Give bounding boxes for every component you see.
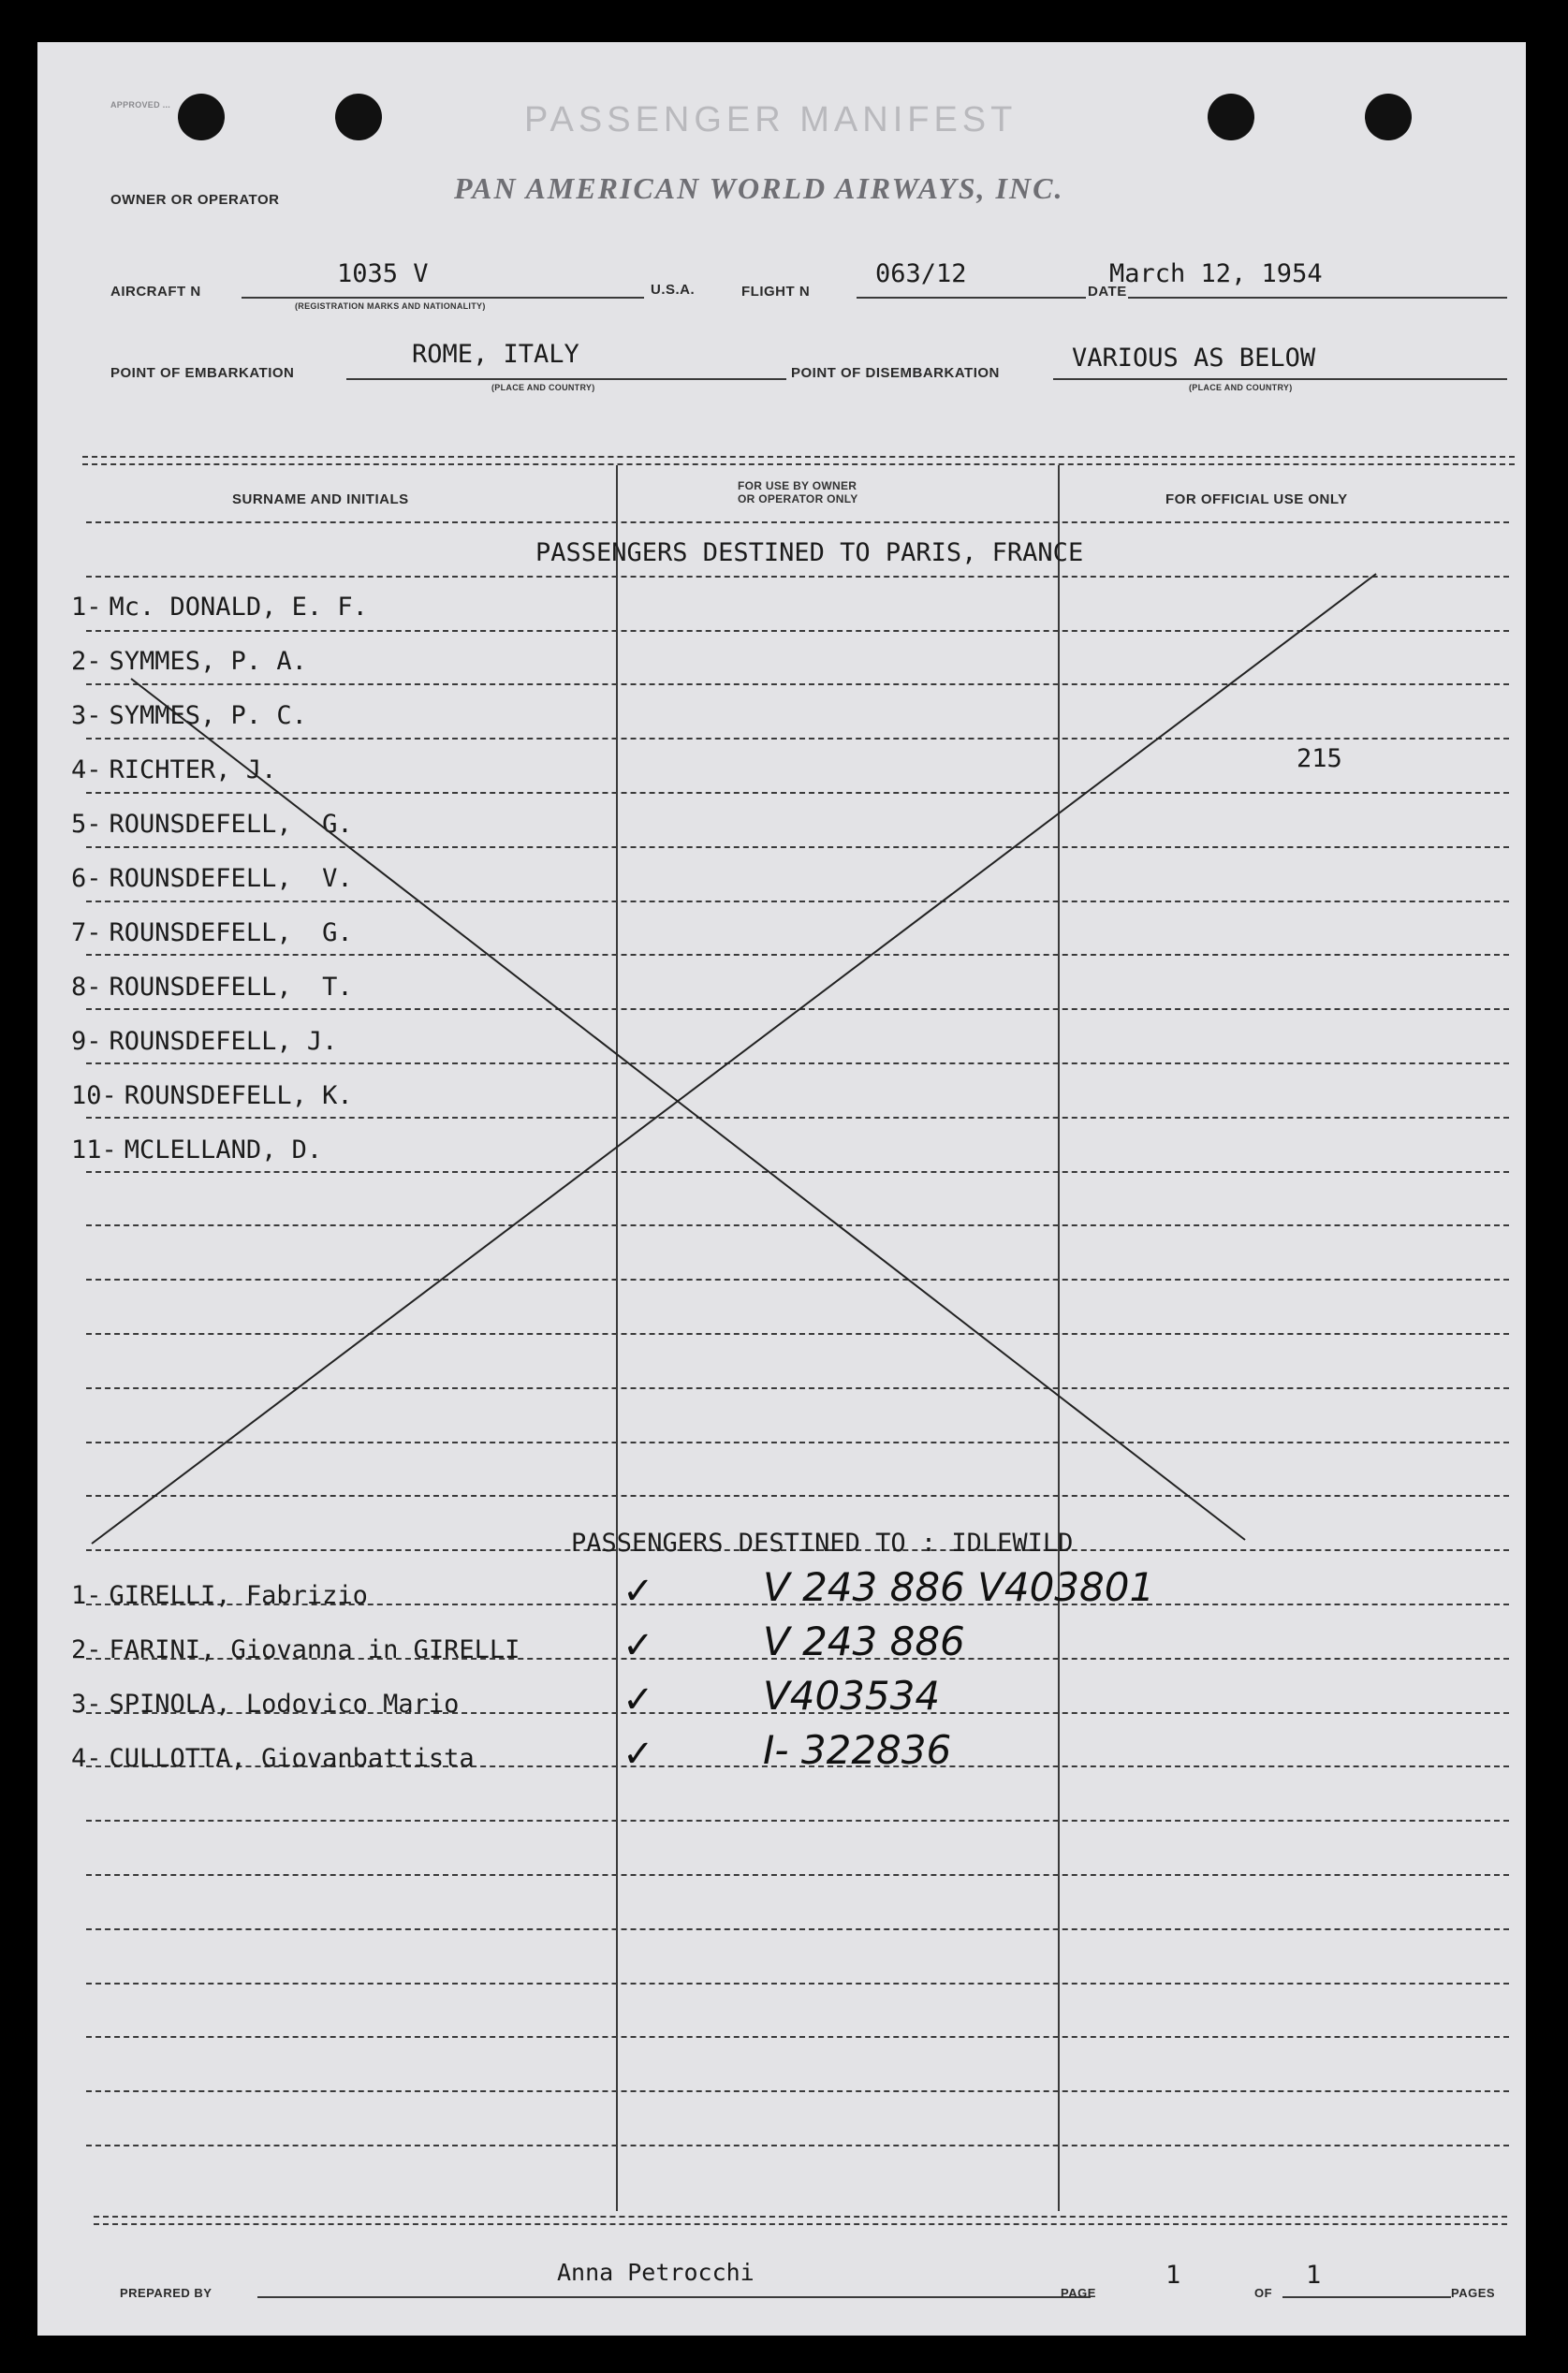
idlewild-section-heading: PASSENGERS DESTINED TO : IDLEWILD <box>571 1529 1074 1558</box>
embarkation-value: ROME, ITALY <box>412 340 579 369</box>
passenger-row <box>71 1635 520 1664</box>
page-value: 1 <box>1165 2261 1181 2290</box>
cross-out-stroke <box>131 679 1245 1540</box>
flight-value: 063/12 <box>875 259 967 288</box>
manifest-sheet <box>37 42 1526 2336</box>
flight-label: FLIGHT N <box>741 284 811 300</box>
passenger-name: Mc. DONALD, E. F. <box>109 593 368 622</box>
passenger-name: ROUNSDEFELL, K. <box>124 1081 353 1110</box>
handwritten-number: V 243 886 V403801 <box>763 1564 1155 1610</box>
passenger-number: 2- <box>71 1635 102 1664</box>
passenger-row <box>71 1690 459 1719</box>
passenger-number: 3- <box>71 1690 102 1719</box>
disembarkation-value: VARIOUS AS BELOW <box>1072 344 1316 373</box>
date-label: DATE <box>1088 284 1127 300</box>
passenger-number: 4- <box>71 1744 102 1773</box>
page-label: PAGE <box>1061 2286 1096 2300</box>
passenger-row <box>71 1581 368 1610</box>
aircraft-sublabel: (REGISTRATION MARKS AND NATIONALITY) <box>295 301 486 311</box>
passenger-name: SYMMES, P. C. <box>109 701 307 730</box>
page-title: PASSENGER MANIFEST <box>524 100 1018 139</box>
cross-out-stroke <box>92 574 1376 1544</box>
passenger-name: ROUNSDEFELL, G. <box>109 918 353 947</box>
passenger-name: ROUNSDEFELL, G. <box>109 810 353 839</box>
handwritten-number: V403534 <box>763 1673 941 1719</box>
usa-label: U.S.A. <box>651 282 696 298</box>
passenger-name: ROUNSDEFELL, T. <box>109 973 353 1002</box>
of-value: 1 <box>1306 2261 1322 2290</box>
handwritten-number: I- 322836 <box>763 1727 952 1773</box>
passenger-number: 7- <box>71 918 102 947</box>
passenger-number: 1- <box>71 593 102 622</box>
passenger-name: RICHTER, J. <box>109 755 277 784</box>
passenger-number: 9- <box>71 1027 102 1056</box>
official-note: 215 <box>1297 744 1342 773</box>
of-label: OF <box>1254 2286 1273 2300</box>
date-value: March 12, 1954 <box>1109 259 1323 288</box>
cross-out-mark <box>37 42 1526 2336</box>
column-header-surname: SURNAME AND INITIALS <box>232 491 409 507</box>
column-header-owner-use: FOR USE BY OWNER <box>738 479 857 492</box>
check-mark: ✓ <box>623 1733 654 1776</box>
passenger-number: 1- <box>71 1581 102 1610</box>
check-mark: ✓ <box>623 1570 654 1613</box>
handwritten-number: V 243 886 <box>763 1619 965 1664</box>
passenger-number: 11- <box>71 1135 117 1165</box>
passenger-name: MCLELLAND, D. <box>124 1135 323 1165</box>
passenger-number: 8- <box>71 973 102 1002</box>
pages-label: PAGES <box>1451 2286 1496 2300</box>
passenger-row <box>71 1744 475 1773</box>
prepared-by-label: PREPARED BY <box>120 2286 212 2300</box>
passenger-name: ROUNSDEFELL, V. <box>109 864 353 893</box>
column-header-owner-use-2: OR OPERATOR ONLY <box>738 492 858 505</box>
passenger-name: FARINI, Giovanna in GIRELLI <box>109 1635 520 1664</box>
aircraft-value: 1035 V <box>337 259 429 288</box>
embarkation-label: POINT OF EMBARKATION <box>110 365 295 381</box>
column-header-official-use: FOR OFFICIAL USE ONLY <box>1165 491 1348 507</box>
check-mark: ✓ <box>623 1678 654 1721</box>
disembarkation-sublabel: (PLACE AND COUNTRY) <box>1189 383 1293 392</box>
check-mark: ✓ <box>623 1624 654 1667</box>
passenger-number: 10- <box>71 1081 117 1110</box>
passenger-number: 5- <box>71 810 102 839</box>
passenger-number: 4- <box>71 755 102 784</box>
passenger-number: 2- <box>71 647 102 676</box>
disembarkation-label: POINT OF DISEMBARKATION <box>791 365 1000 381</box>
approval-stamp: APPROVED ... <box>110 100 171 110</box>
passenger-name: CULLOTTA, Giovanbattista <box>109 1744 475 1773</box>
passenger-name: SYMMES, P. A. <box>109 647 307 676</box>
passenger-name: ROUNSDEFELL, J. <box>109 1027 338 1056</box>
embarkation-sublabel: (PLACE AND COUNTRY) <box>491 383 595 392</box>
aircraft-label: AIRCRAFT N <box>110 284 201 300</box>
passenger-name: SPINOLA, Lodovico Mario <box>109 1690 460 1719</box>
passenger-number: 3- <box>71 701 102 730</box>
passenger-number: 6- <box>71 864 102 893</box>
owner-value: PAN AMERICAN WORLD AIRWAYS, INC. <box>454 171 1064 205</box>
passenger-name: GIRELLI, Fabrizio <box>109 1581 368 1610</box>
owner-label: OWNER OR OPERATOR <box>110 192 280 208</box>
paris-section-heading: PASSENGERS DESTINED TO PARIS, FRANCE <box>535 538 1084 567</box>
prepared-by-value: Anna Petrocchi <box>557 2259 755 2286</box>
